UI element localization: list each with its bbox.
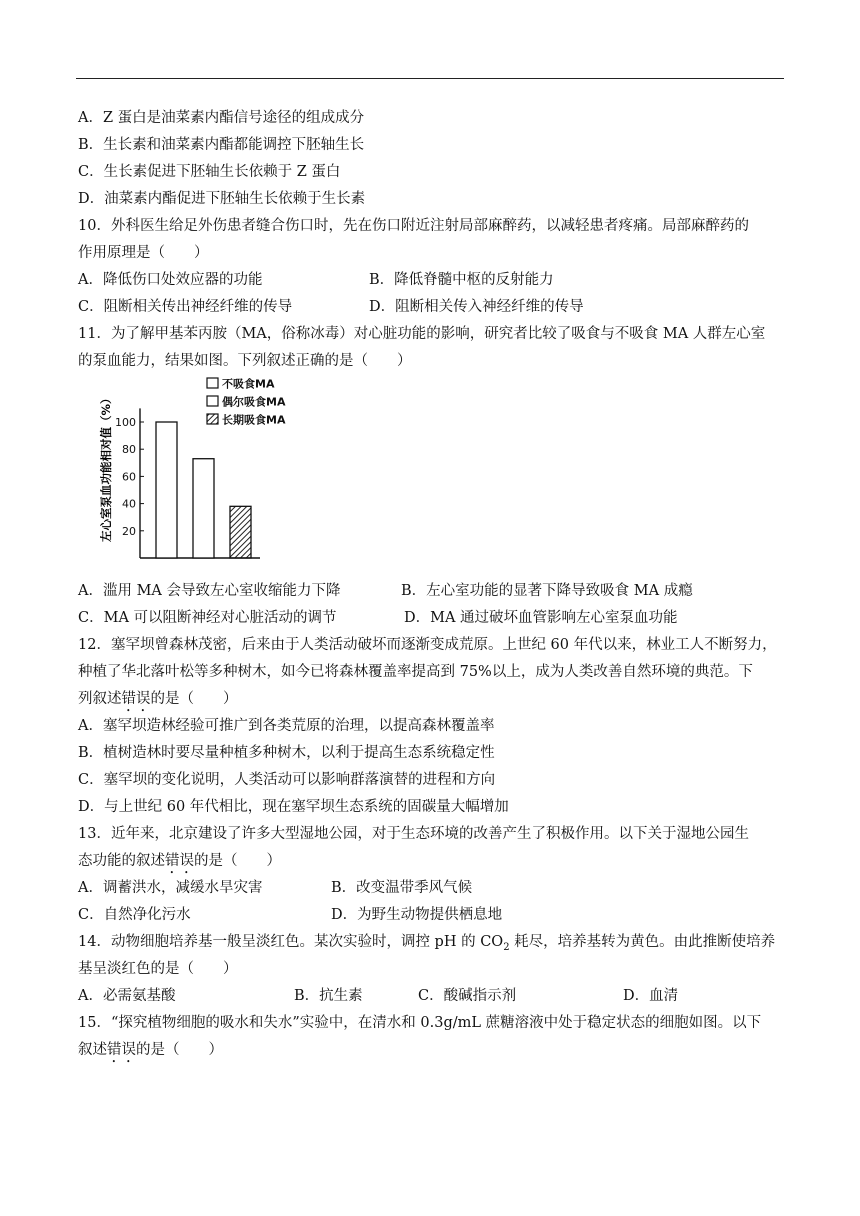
q15-emphasis-wrong: 错误 (107, 1042, 136, 1058)
q14-stem-post: 耗尽，培养基转为黄色。由此推断使培养 (509, 934, 776, 950)
q11-option-b: B．左心室功能的显著下降导致吸食 MA 成瘾 (401, 583, 693, 599)
legend-swatch (207, 396, 218, 406)
q11-stem-line2: 的泵血能力，结果如图。下列叙述正确的是（ ） (78, 353, 412, 369)
q12-emphasis-wrong: 错误 (121, 691, 151, 707)
q11-option-c: C．MA 可以阻断神经对心脏活动的调节 (78, 610, 337, 626)
q15-stem-post: 的是（ ） (136, 1042, 223, 1058)
q12-stem-pre: 列叙述 (78, 691, 122, 707)
q10-stem-line2: 作用原理是（ ） (78, 245, 209, 261)
q12-stem-line1: 12．塞罕坝曾森林茂密，后来由于人类活动破坏而逐渐变成荒原。上世纪 60 年代以来，林业工人不断努力， (78, 637, 777, 653)
y-axis-label: 左心室泵血功能相对值（%） (99, 392, 113, 542)
legend-swatch (207, 414, 218, 424)
q13-option-a: A．调蓄洪水，减缓水旱灾害 (78, 880, 263, 896)
legend-swatch (207, 378, 218, 388)
q13-option-c: C．自然净化污水 (78, 907, 191, 923)
legend-label: 偶尔吸食MA (222, 395, 286, 409)
q13-emphasis-wrong: 错误 (165, 853, 194, 869)
q12-option-c: C．塞罕坝的变化说明，人类活动可以影响群落演替的进程和方向 (78, 772, 496, 788)
q12-stem-line2: 种植了华北落叶松等多种树木，如今已将森林覆盖率提高到 75%以上，成为人类改善自然环境的典范。下 (78, 664, 753, 680)
q12-stem-line3 (78, 689, 238, 715)
y-tick-label: 100 (115, 416, 136, 429)
q14-subscript: 2 (503, 941, 510, 953)
q12-option-d: D．与上世纪 60 年代相比，现在塞罕坝生态系统的固碳量大幅增加 (78, 799, 509, 815)
bar (230, 506, 251, 558)
y-tick-label: 60 (122, 470, 136, 484)
q15-stem-line2 (78, 1040, 223, 1066)
y-tick-label: 40 (122, 497, 136, 511)
q9-option-d: D．油菜素内酯促进下胚轴生长依赖于生长素 (78, 191, 366, 207)
header-rule (76, 78, 784, 79)
q14-option-d: D．血清 (623, 988, 679, 1004)
q13-stem-line1: 13．近年来，北京建设了许多大型湿地公园，对于生态环境的改善产生了积极作用。以下关于湿地公园生 (78, 826, 749, 842)
q10-option-a: A．降低伤口处效应器的功能 (78, 272, 263, 288)
q9-option-a: A．Z 蛋白是油菜素内酯信号途径的组成成分 (78, 110, 365, 126)
q14-stem-line1 (78, 932, 775, 958)
q15-stem-pre: 叙述 (78, 1042, 107, 1058)
q13-stem-pre: 态功能的叙述 (78, 853, 165, 869)
q9-option-b: B．生长素和油菜素内酯都能调控下胚轴生长 (78, 137, 365, 153)
bar (156, 422, 177, 558)
q15-stem-line1: 15．“探究植物细胞的吸水和失水”实验中，在清水和 0.3g/mL 蔗糖溶液中处于稳定状态的细胞如图。以下 (78, 1015, 762, 1031)
q14-option-c: C．酸碱指示剂 (418, 988, 517, 1004)
q12-option-b: B．植树造林时要尽量种植多种树木，以利于提高生态系统稳定性 (78, 745, 495, 761)
q13-stem-line2 (78, 851, 281, 877)
q13-option-d: D．为野生动物提供栖息地 (331, 907, 503, 923)
q14-option-a: A．必需氨基酸 (78, 988, 176, 1004)
y-tick-label: 80 (122, 443, 136, 457)
legend-label: 长期吸食MA (222, 413, 286, 427)
bar (193, 459, 214, 558)
pump-function-bar-chart (90, 374, 320, 574)
q11-stem-line1: 11．为了解甲基苯丙胺（MA，俗称冰毒）对心脏功能的影响，研究者比较了吸食与不吸食 MA 人群左心室 (78, 326, 766, 342)
q11-option-d: D．MA 通过破坏血管影响左心室泵血功能 (404, 610, 678, 626)
q10-stem-line1: 10．外科医生给足外伤患者缝合伤口时，先在伤口附近注射局部麻醉药，以减轻患者疼痛。局部麻醉药的 (78, 218, 749, 234)
q13-option-b: B．改变温带季风气候 (331, 880, 473, 896)
q10-option-b: B．降低脊髓中枢的反射能力 (369, 272, 554, 288)
legend-label: 不吸食MA (222, 377, 275, 391)
y-tick-label: 20 (122, 524, 136, 538)
q13-stem-post: 的是（ ） (194, 853, 281, 869)
q10-option-d: D．阻断相关传入神经纤维的传导 (369, 299, 584, 315)
q14-stem-line2: 基呈淡红色的是（ ） (78, 961, 238, 977)
q12-stem-post: 的是（ ） (150, 691, 238, 707)
q14-option-b: B．抗生素 (294, 988, 363, 1004)
q14-stem-pre: 14．动物细胞培养基一般呈淡红色。某次实验时，调控 pH 的 CO (78, 934, 504, 950)
q10-option-c: C．阻断相关传出神经纤维的传导 (78, 299, 293, 315)
q12-option-a: A．塞罕坝造林经验可推广到各类荒原的治理，以提高森林覆盖率 (78, 718, 495, 734)
q9-option-c: C．生长素促进下胚轴生长依赖于 Z 蛋白 (78, 164, 341, 180)
q11-option-a: A．滥用 MA 会导致左心室收缩能力下降 (78, 583, 341, 599)
